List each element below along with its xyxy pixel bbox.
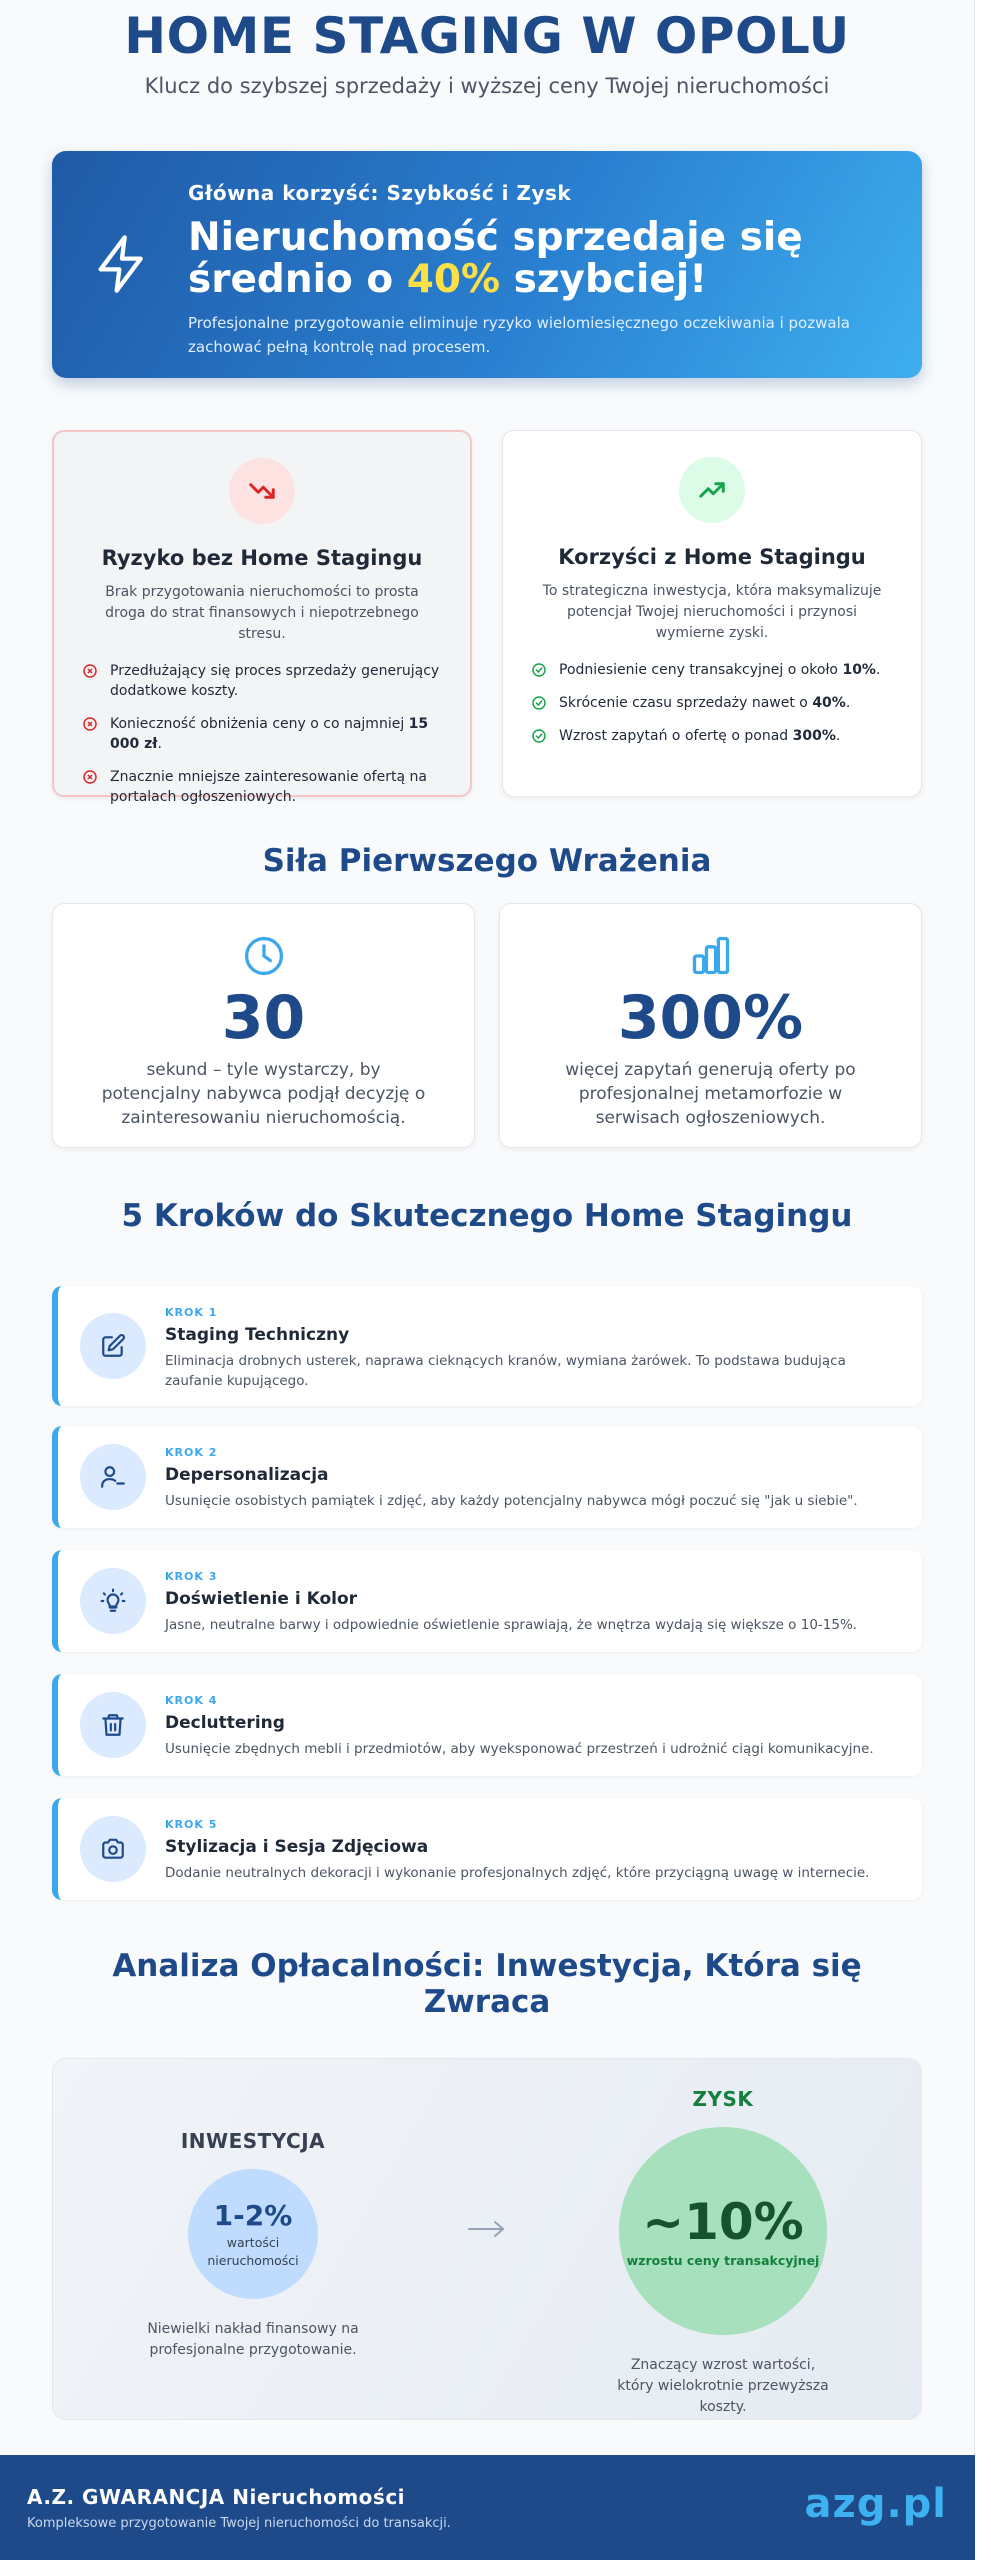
benefit-item-bold: 300% [792, 728, 836, 744]
list-item [82, 661, 442, 701]
arrow-right-icon [467, 2217, 507, 2241]
stat-label: sekund – tyle wystarczy, by potencjalny nabywca podjął decyzję o zainteresowaniu nieruchomością. [101, 1060, 426, 1128]
page-header [52, 0, 922, 98]
step-icon-circle [80, 1313, 146, 1379]
list-item [531, 660, 893, 680]
step-text: Dodanie neutralnych dekoracji i wykonanie profesjonalnych zdjęć, które przyciągną uwagę w internecie. [165, 1865, 870, 1881]
trending-down-icon [247, 476, 277, 506]
stat-label: więcej zapytań generują oferty po profesjonalnej metamorfozie w serwisach ogłoszeniowych. [565, 1060, 856, 1128]
step-text: Eliminacja drobnych usterek, naprawa cieknących kranów, wymiana żarówek. To podstawa budująca zaufanie kupującego. [165, 1353, 846, 1389]
comparison-section [52, 430, 922, 805]
step-title: Staging Techniczny [165, 1325, 350, 1345]
risk-title: Ryzyko bez Home Stagingu [101, 546, 423, 570]
benefit-item-text: Podniesienie ceny transakcyjnej o około [559, 662, 843, 678]
step-icon-circle [80, 1568, 146, 1634]
risk-card [52, 430, 472, 805]
steps-list [52, 1286, 922, 1900]
lightbulb-icon [100, 1588, 126, 1614]
step-card [52, 1550, 922, 1652]
profit-column [573, 2087, 873, 2418]
list-item [82, 767, 442, 807]
benefits-list [531, 660, 893, 746]
risk-description: Brak przygotowania nieruchomości to prosta droga do strat finansowych i niepotrzebnego stresu. [105, 584, 419, 642]
hero-headline-post: szybciej! [500, 257, 707, 302]
roi-section-title: Analiza Opłacalności: Inwestycja, Która się Zwraca [112, 1948, 862, 2020]
investment-column [113, 2129, 393, 2361]
check-circle-icon [531, 695, 547, 711]
step-card [52, 1286, 922, 1406]
investment-note: Niewielki nakład finansowy na profesjonalne przygotowanie. [147, 2321, 359, 2358]
benefit-item-text: Skrócenie czasu sprzedaży nawet o [559, 695, 813, 711]
lightning-bolt-icon [90, 229, 154, 299]
bar-chart-icon [689, 934, 733, 978]
benefits-title: Korzyści z Home Stagingu [558, 545, 866, 569]
step-card [52, 1674, 922, 1776]
x-circle-icon [82, 769, 98, 785]
step-card [52, 1798, 922, 1900]
risk-item-post: . [157, 736, 162, 752]
list-item [82, 714, 442, 754]
hero-banner [52, 151, 922, 378]
step-kicker: KROK 1 [165, 1306, 218, 1319]
step-text: Usunięcie zbędnych mebli i przedmiotów, aby wyeksponować przestrzeń i udrożnić ciągi komunikacyjne. [165, 1741, 874, 1757]
benefits-card [502, 430, 922, 797]
step-title: Decluttering [165, 1713, 285, 1733]
page-footer [0, 2455, 975, 2560]
profit-circle [619, 2127, 827, 2335]
stat-value: 30 [221, 983, 306, 1053]
hero-highlight: 40% [406, 257, 501, 302]
stat-card [52, 903, 475, 1148]
footer-website-link[interactable]: azg.pl [804, 2481, 947, 2527]
risk-item-text: Znacznie mniejsze zainteresowanie ofertą na portalach ogłoszeniowych. [110, 769, 427, 805]
step-kicker: KROK 5 [165, 1818, 218, 1831]
list-item [531, 693, 893, 713]
stat-value: 300% [617, 983, 804, 1053]
profit-note: Znaczący wzrost wartości, który wielokrotnie przewyższa koszty. [617, 2357, 829, 2415]
step-icon-circle [80, 1692, 146, 1758]
risk-list [82, 661, 442, 807]
investment-heading: INWESTYCJA [180, 2129, 326, 2153]
step-kicker: KROK 3 [165, 1570, 218, 1583]
investment-value: 1-2% [213, 2198, 293, 2232]
steps-section-title: 5 Kroków do Skutecznego Home Stagingu [121, 1198, 853, 1234]
step-kicker: KROK 4 [165, 1694, 218, 1707]
clock-icon [242, 934, 286, 978]
impression-stats [52, 903, 922, 1148]
step-text: Jasne, neutralne barwy i odpowiednie oświetlenie sprawiają, że wnętrza wydają się większe o 10-15%. [165, 1617, 858, 1633]
check-circle-icon [531, 662, 547, 678]
step-kicker: KROK 2 [165, 1446, 218, 1459]
benefit-item-post: . [835, 728, 841, 744]
edit-icon [100, 1333, 126, 1359]
benefits-description: To strategiczna inwestycja, która maksymalizuje potencjał Twojej nieruchomości i przynosi wymierne zyski. [542, 583, 882, 641]
page-title: HOME STAGING W OPOLU [124, 7, 850, 65]
risk-item-bold: 15 000 zł [110, 716, 429, 752]
x-circle-icon [82, 716, 98, 732]
step-title: Doświetlenie i Kolor [165, 1589, 358, 1609]
risk-item-text: Przedłużający się proces sprzedaży generujący dodatkowe koszty. [110, 663, 440, 699]
footer-brand: A.Z. GWARANCJA Nieruchomości [27, 2485, 406, 2509]
roi-panel [52, 2058, 922, 2420]
page-subtitle: Klucz do szybszej sprzedaży i wyższej ceny Twojej nieruchomości [144, 74, 830, 98]
step-card [52, 1426, 922, 1528]
risk-item-text: Konieczność obniżenia ceny o co najmniej [110, 716, 409, 732]
hero-description: Profesjonalne przygotowanie eliminuje ryzyko wielomiesięcznego oczekiwania i pozwala zachować pełną kontrolę nad procesem. [188, 314, 850, 356]
benefit-item-bold: 10% [842, 662, 876, 678]
step-title: Stylizacja i Sesja Zdjęciowa [165, 1837, 429, 1857]
profit-sub: wzrostu ceny transakcyjnej [626, 2252, 820, 2268]
hero-headline-line1: Nieruchomość sprzedaje się [188, 215, 803, 260]
profit-value: ~10% [642, 2192, 804, 2251]
benefits-icon-circle [679, 457, 745, 523]
risk-icon-circle [229, 458, 295, 524]
hero-headline-pre: średnio o [188, 257, 407, 302]
hero-headline [188, 217, 892, 301]
step-icon-circle [80, 1816, 146, 1882]
investment-sub: wartości nieruchomości [207, 2234, 299, 2268]
investment-circle [188, 2169, 318, 2299]
check-circle-icon [531, 728, 547, 744]
benefit-item-post: . [845, 695, 851, 711]
camera-icon [100, 1836, 126, 1862]
trending-up-icon [697, 475, 727, 505]
benefit-item-bold: 40% [812, 695, 846, 711]
step-title: Depersonalizacja [165, 1465, 329, 1485]
footer-tagline: Kompleksowe przygotowanie Twojej nieruchomości do transakcji. [27, 2516, 451, 2531]
stat-card [499, 903, 922, 1148]
profit-heading: ZYSK [692, 2087, 754, 2111]
list-item [531, 726, 893, 746]
benefit-item-text: Wzrost zapytań o ofertę o ponad [559, 728, 793, 744]
user-minus-icon [100, 1464, 126, 1490]
impression-section-title: Siła Pierwszego Wrażenia [262, 843, 712, 879]
step-text: Usunięcie osobistych pamiątek i zdjęć, aby każdy potencjalny nabywca mógł poczuć się "jak u siebie". [165, 1493, 858, 1509]
benefit-item-post: . [875, 662, 881, 678]
hero-kicker: Główna korzyść: Szybkość i Zysk [188, 181, 572, 205]
trash-icon [100, 1712, 126, 1738]
x-circle-icon [82, 663, 98, 679]
step-icon-circle [80, 1444, 146, 1510]
